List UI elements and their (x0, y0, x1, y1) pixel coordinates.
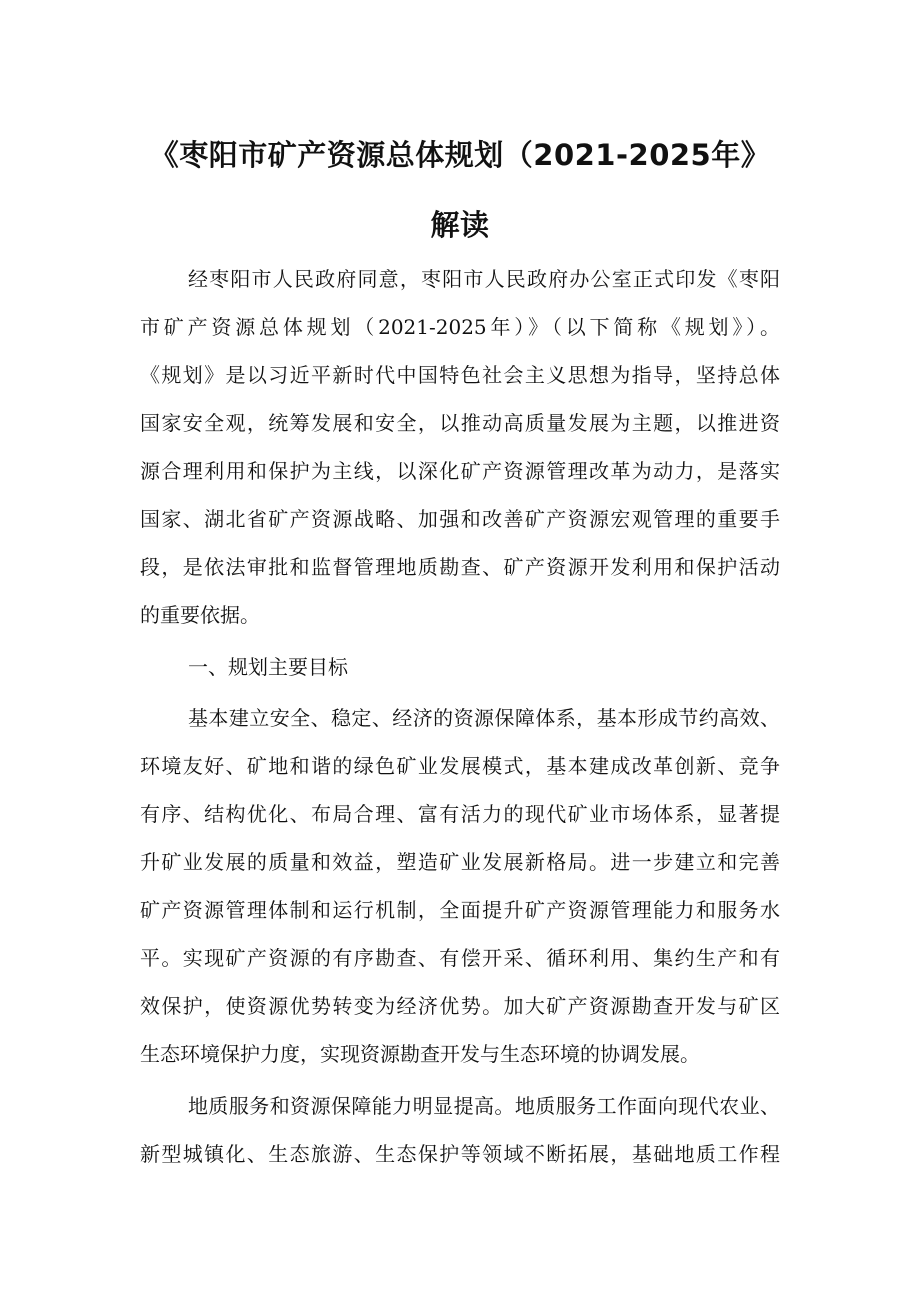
paragraph-line: 《规划》是以习近平新时代中国特色社会主义思想为指导，坚持总体 (140, 363, 780, 387)
paragraph-line: 源合理利用和保护为主线，以深化矿产资源管理改革为动力，是落实 (140, 459, 780, 483)
section-heading: 一、规划主要目标 (188, 655, 348, 679)
paragraph-line: 生态环境保护力度，实现资源勘查开发与生态环境的协调发展。 (140, 1042, 700, 1066)
paragraph-line: 经枣阳市人民政府同意，枣阳市人民政府办公室正式印发《枣阳 (188, 267, 780, 291)
paragraph-line: 国家、湖北省矿产资源战略、加强和改善矿产资源宏观管理的重要手 (140, 507, 780, 531)
paragraph-line: 的重要依据。 (140, 603, 260, 627)
paragraph-line: 基本建立安全、稳定、经济的资源保障体系，基本形成节约高效、 (188, 706, 780, 730)
paragraph-line: 平。实现矿产资源的有序勘查、有偿开采、循环利用、集约生产和有 (140, 946, 780, 970)
paragraph-line: 新型城镇化、生态旅游、生态保护等领域不断拓展，基础地质工作程 (140, 1142, 780, 1166)
paragraph-line: 升矿业发展的质量和效益，塑造矿业发展新格局。进一步建立和完善 (140, 850, 780, 874)
paragraph-line: 市矿产资源总体规划（2021-2025年）》（以下简称《规划》）。 (140, 315, 780, 339)
paragraph-line: 矿产资源管理体制和运行机制，全面提升矿产资源管理能力和服务水 (140, 898, 780, 922)
paragraph-line: 环境友好、矿地和谐的绿色矿业发展模式，基本建成改革创新、竞争 (140, 754, 780, 778)
document-title: 《枣阳市矿产资源总体规划（2021-2025年》 (149, 138, 771, 172)
paragraph-line: 地质服务和资源保障能力明显提高。地质服务工作面向现代农业、 (188, 1094, 780, 1118)
paragraph-line: 效保护，使资源优势转变为经济优势。加大矿产资源勘查开发与矿区 (140, 994, 780, 1018)
paragraph-line: 段，是依法审批和监督管理地质勘查、矿产资源开发利用和保护活动 (140, 555, 780, 579)
paragraph-line: 国家安全观，统筹发展和安全，以推动高质量发展为主题，以推进资 (140, 411, 780, 435)
paragraph-line: 有序、结构优化、布局合理、富有活力的现代矿业市场体系，显著提 (140, 802, 780, 826)
document-subtitle: 解读 (430, 208, 490, 242)
